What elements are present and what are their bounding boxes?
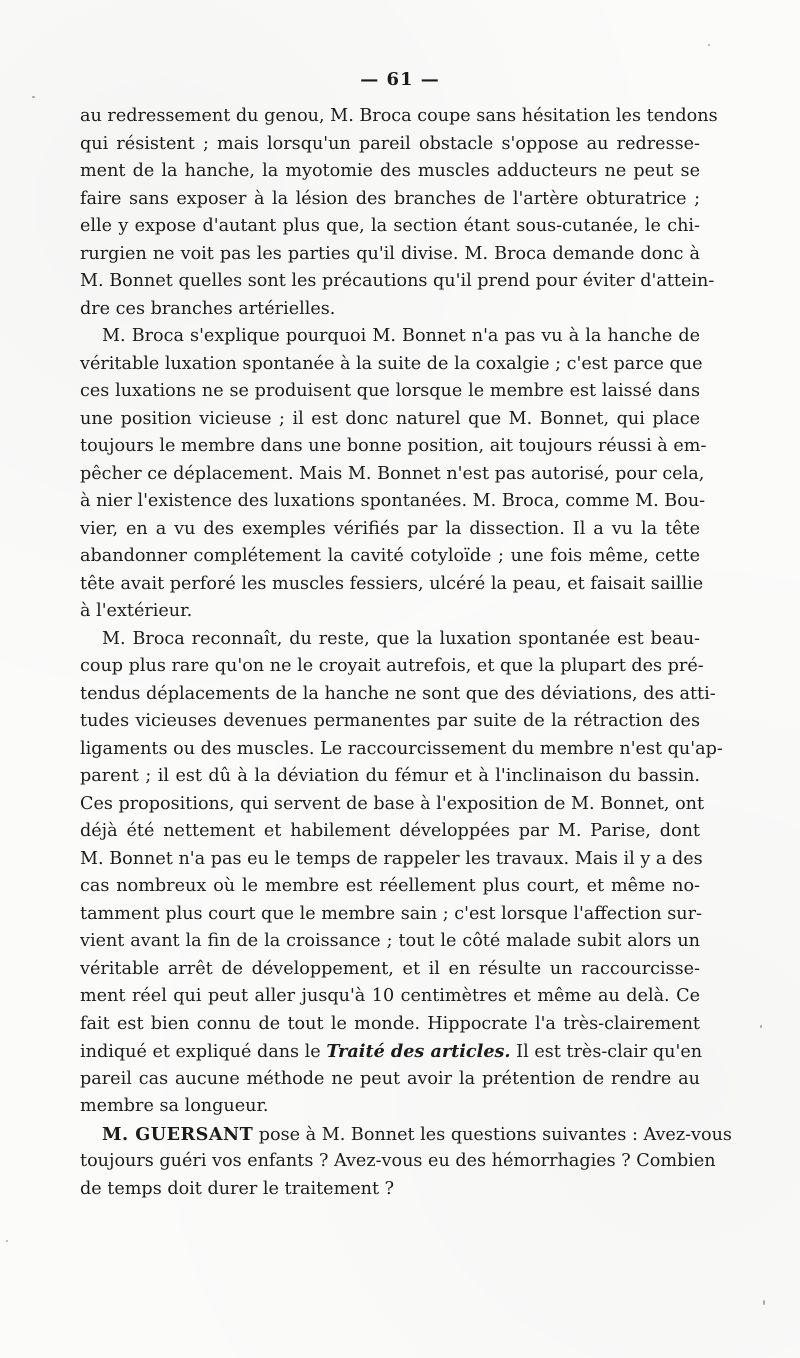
paragraph-3 [80,626,723,1121]
scan-speck [760,1025,762,1028]
text-line: faire sans exposer à la lésion des branches de l'artère obturatrice ; [80,188,700,209]
text-line: pêcher ce déplacement. Mais M. Bonnet n'est pas autorisé, pour cela, [80,463,705,484]
text-line: une position vicieuse ; il est donc naturel que M. Bonnet, qui place [80,408,700,429]
text-line: au redressement du genou, M. Broca coupe sans hésitation les tendons [80,106,718,126]
text-line: abandonner complétement la cavité cotyloïde ; une fois même, cette [80,546,700,566]
text-line: coup plus rare qu'on ne le croyait autrefois, et que la plupart des pré- [80,656,704,676]
book-title: Traité des articles. [326,1041,511,1062]
text-line-with-speaker [80,1121,732,1149]
text-line: véritable arrêt de développement, et il en résulte un raccourcisse- [80,958,700,979]
paragraph-2 [80,323,707,626]
text-line: vier, en a vu des exemples vérifiés par la dissection. Il a vu la tête [80,518,700,539]
text-line: toujours le membre dans une bonne position, ait toujours réussi à em- [80,436,707,456]
text-line: toujours guéri vos enfants ? Avez-vous eu des hémorrhagies ? Combien [80,1151,716,1171]
text-line: rurgien ne voit pas les parties qu'il divise. M. Broca demande donc à [80,243,700,264]
text-line: à nier l'existence des luxations spontanées. M. Broca, comme M. Bou- [80,491,706,511]
text-line: ment réel qui peut aller jusqu'à 10 centimètres et même au delà. Ce [80,986,700,1006]
text-segment: indiqué et expliqué dans le [80,1042,327,1062]
text-line: tudes vicieuses devenues permanentes par suite de la rétraction des [80,711,700,731]
text-line: ment de la hanche, la myotomie des muscles adducteurs ne peut se [80,161,700,181]
text-line: vient avant la fin de la croissance ; tout le côté malade subit alors un [80,931,700,951]
text-segment: Il est très-clair qu'en [510,1042,703,1062]
text-line-with-title [80,1038,703,1066]
scan-speck [708,44,710,46]
text-line: tête avait perforé les muscles fessiers, ulcéré la peau, et faisait saillie [80,573,704,594]
text-line: M. Broca reconnaît, du reste, que la luxation spontanée est beau- [102,628,700,649]
page-number: — 61 — [360,69,440,90]
paragraph-1 [80,103,718,323]
text-line: ligaments ou des muscles. Le raccourcissement du membre n'est qu'ap- [80,738,723,759]
text-line: cas nombreux où le membre est réellement plus court, et même no- [80,876,700,896]
text-line: Ces propositions, qui servent de base à l'exposition de M. Bonnet, ont [80,793,705,814]
text-line: de temps doit durer le traitement ? [80,1178,395,1199]
speaker-name: M. GUERSANT [102,1123,254,1145]
text-line: M. Broca s'explique pourquoi M. Bonnet n'a pas vu à la hanche de [102,326,700,346]
paragraph-4 [80,1121,732,1204]
scan-speck [6,1240,8,1242]
text-line: ces luxations ne se produisent que lorsque le membre est laissé dans [80,381,700,401]
text-line: pareil cas aucune méthode ne peut avoir la prétention de rendre au [80,1068,700,1089]
body-text [80,103,732,1203]
scan-speck [763,1300,765,1305]
text-line: qui résistent ; mais lorsqu'un pareil obstacle s'oppose au redresse- [80,133,700,154]
text-line: dre ces branches artérielles. [80,298,336,319]
text-line: tamment plus court que le membre sain ; c'est lorsque l'affection sur- [80,903,702,924]
text-line: M. Bonnet quelles sont les précautions qu'il prend pour éviter d'attein- [80,271,715,291]
scan-speck [32,96,35,98]
text-line: tendus déplacements de la hanche ne sont que des déviations, des atti- [80,683,716,704]
text-line: véritable luxation spontanée à la suite de la coxalgie ; c'est parce que [80,353,703,374]
text-line: déjà été nettement et habilement développées par M. Parise, dont [80,821,700,841]
text-line: elle y expose d'autant plus que, la section étant sous-cutanée, le chi- [80,216,700,236]
text-line: M. Bonnet n'a pas eu le temps de rappeler les travaux. Mais il y a des [80,848,703,869]
text-line: à l'extérieur. [80,601,193,621]
text-line: fait est bien connu de tout le monde. Hippocrate l'a très-clairement [80,1013,700,1034]
text-line: membre sa longueur. [80,1096,269,1116]
text-segment: pose à M. Bonnet les questions suivantes : Avez-vous [253,1124,732,1145]
text-line: parent ; il est dû à la déviation du fémur et à l'inclinaison du bassin. [80,766,700,786]
